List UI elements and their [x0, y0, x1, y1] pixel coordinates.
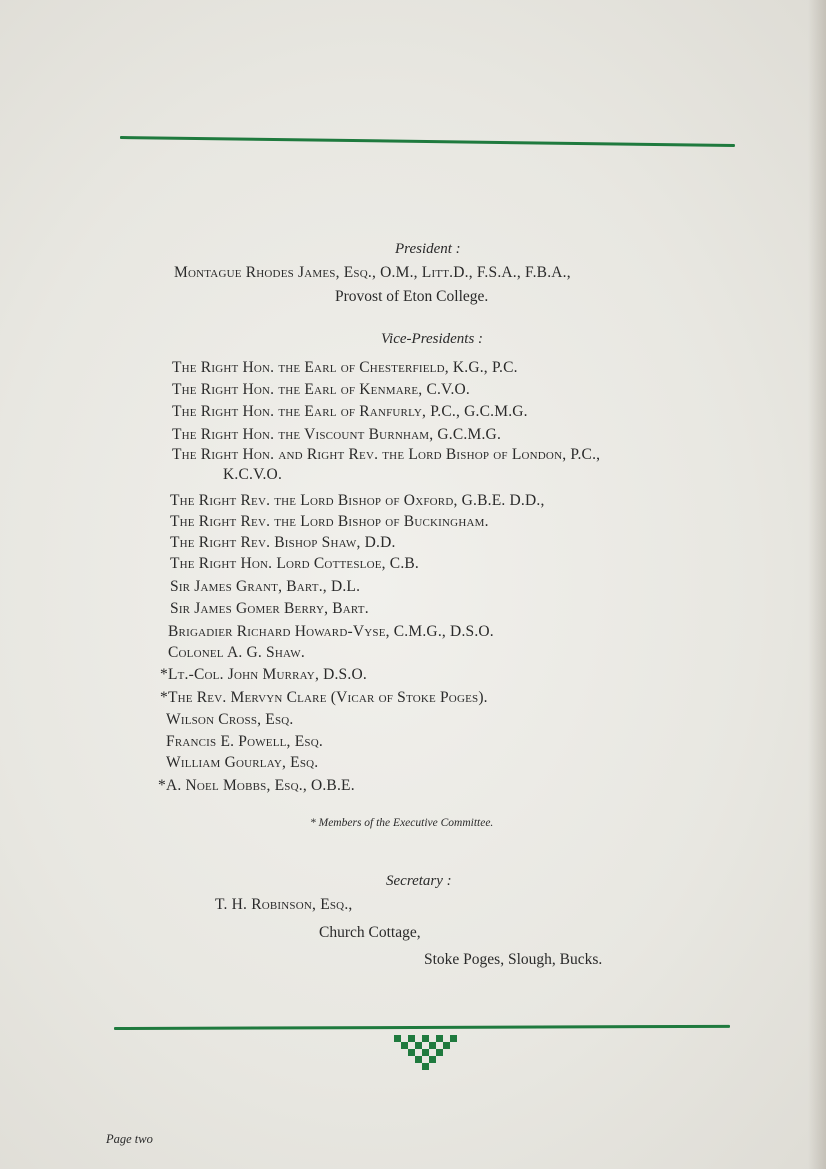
page-edge-shadow: [808, 0, 826, 1169]
vice-president-line: *A. Noel Mobbs, Esq., O.B.E.: [158, 777, 355, 794]
vice-president-line: The Right Hon. the Earl of Kenmare, C.V.O.: [172, 381, 470, 398]
vice-president-line: Sir James Gomer Berry, Bart.: [170, 600, 369, 617]
vice-president-line: Wilson Cross, Esq.: [166, 711, 294, 728]
secretary-address-line-1: Church Cottage,: [319, 924, 421, 941]
vice-president-line: The Right Hon. the Earl of Ranfurly, P.C., G.C.M.G.: [172, 403, 528, 420]
executive-committee-footnote: * Members of the Executive Committee.: [310, 817, 494, 829]
vice-president-line: The Right Hon. the Viscount Burnham, G.C.M.G.: [172, 426, 502, 443]
vice-president-line: Francis E. Powell, Esq.: [166, 733, 323, 750]
page-number-label: Page two: [106, 1132, 153, 1146]
vice-president-line-continued: K.C.V.O.: [223, 466, 283, 483]
secretary-address-line-2: Stoke Poges, Slough, Bucks.: [424, 951, 603, 968]
vice-president-line: *Lt.-Col. John Murray, D.S.O.: [160, 666, 367, 683]
vice-president-line: Brigadier Richard Howard-Vyse, C.M.G., D.S.O.: [168, 623, 494, 640]
president-name: Montague Rhodes James, Esq., O.M., Litt.D., F.S.A., F.B.A.,: [174, 264, 571, 281]
secretary-heading: Secretary :: [386, 873, 452, 889]
president-heading: President :: [395, 241, 461, 257]
vice-president-line: The Right Rev. the Lord Bishop of Oxford, G.B.E. D.D.,: [170, 492, 545, 509]
vice-president-line: *The Rev. Mervyn Clare (Vicar of Stoke Poges).: [160, 689, 488, 706]
secretary-name: T. H. Robinson, Esq.,: [215, 896, 353, 913]
vice-president-line: The Right Hon. Lord Cottesloe, C.B.: [170, 555, 420, 572]
vice-president-line: Sir James Grant, Bart., D.L.: [170, 578, 361, 595]
vice-president-line: Colonel A. G. Shaw.: [168, 644, 305, 661]
vice-president-line: William Gourlay, Esq.: [166, 754, 319, 771]
checkered-ornament-icon: [394, 1035, 458, 1075]
vice-president-line: The Right Rev. the Lord Bishop of Buckingham.: [170, 513, 489, 530]
vice-president-line: The Right Rev. Bishop Shaw, D.D.: [170, 534, 396, 551]
vice-presidents-heading: Vice-Presidents :: [381, 331, 484, 347]
president-title: Provost of Eton College.: [335, 288, 489, 305]
vice-president-line: The Right Hon. and Right Rev. the Lord Bishop of London, P.C.,: [172, 446, 601, 463]
vice-president-line: The Right Hon. the Earl of Chesterfield, K.G., P.C.: [172, 359, 518, 376]
